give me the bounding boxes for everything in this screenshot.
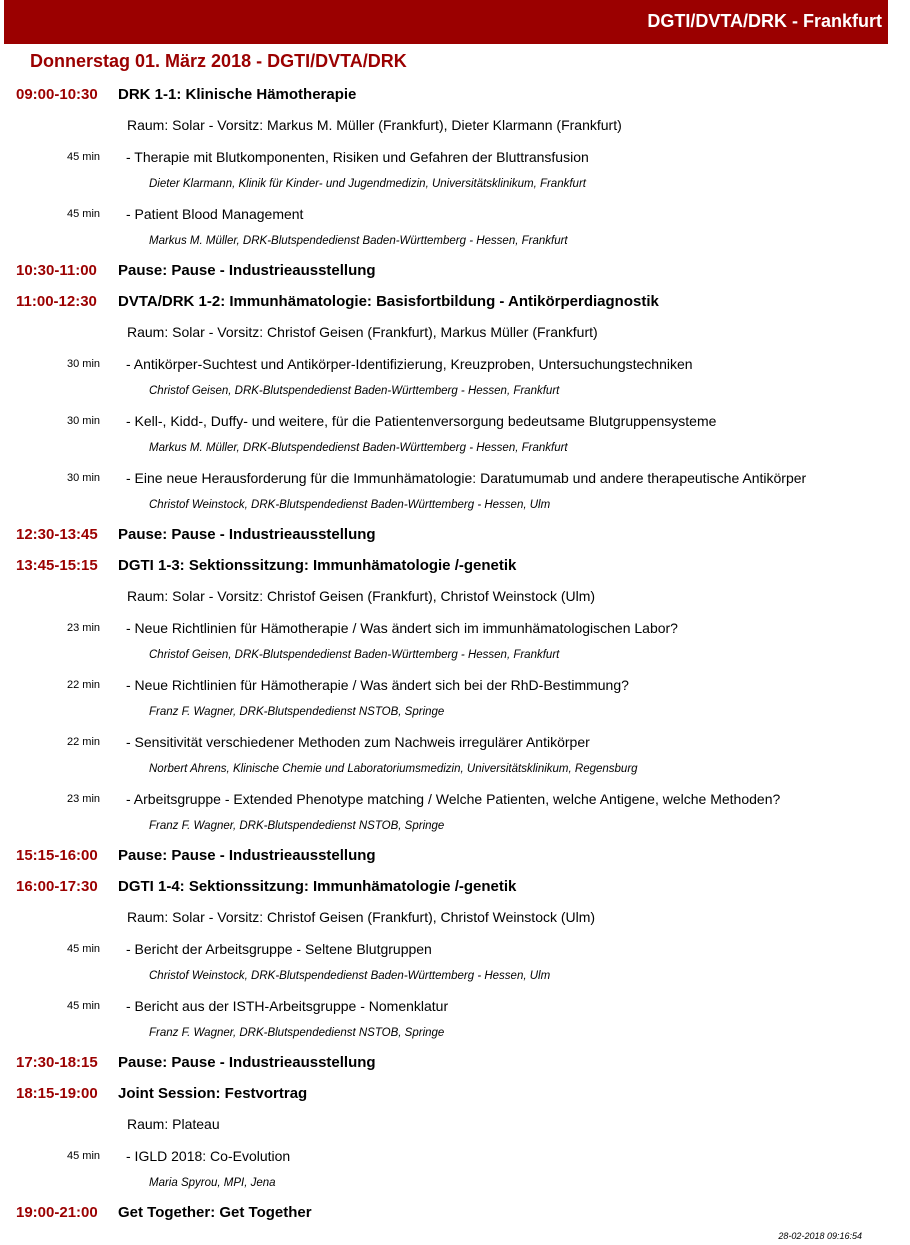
session-time: 19:00-21:00	[16, 1204, 98, 1221]
session-row	[0, 845, 910, 876]
talk-row	[0, 203, 910, 232]
session-row	[0, 555, 910, 586]
session-row	[0, 260, 910, 291]
speaker-row	[0, 817, 910, 845]
talk-duration: 23 min	[67, 622, 101, 634]
talk-duration: 45 min	[67, 943, 101, 955]
talk-speaker: Christof Geisen, DRK-Blutspendedienst Baden-Württemberg - Hessen, Frankfurt	[149, 385, 560, 397]
session-room: Raum: Solar - Vorsitz: Christof Geisen (Frankfurt), Christof Weinstock (Ulm)	[127, 909, 596, 925]
session-row	[0, 84, 910, 115]
talk-duration: 45 min	[67, 1000, 101, 1012]
session-room-row	[0, 322, 910, 353]
talk-title: - Antikörper-Suchtest und Antikörper-Identifizierung, Kreuzproben, Untersuchungstechniken	[126, 356, 693, 372]
speaker-row	[0, 496, 910, 524]
print-timestamp: 28-02-2018 09:16:54	[778, 1231, 862, 1241]
talk-title: - Patient Blood Management	[126, 206, 304, 222]
session-time: 13:45-15:15	[16, 557, 98, 574]
session-room: Raum: Plateau	[127, 1116, 220, 1132]
speaker-row	[0, 760, 910, 788]
talk-row	[0, 788, 910, 817]
session-title: DVTA/DRK 1-2: Immunhämatologie: Basisfortbildung - Antikörperdiagnostik	[118, 293, 659, 310]
speaker-row	[0, 1174, 910, 1202]
talk-speaker: Christof Weinstock, DRK-Blutspendedienst Baden-Württemberg - Hessen, Ulm	[149, 499, 551, 511]
talk-row	[0, 938, 910, 967]
session-room-row	[0, 586, 910, 617]
session-time: 15:15-16:00	[16, 847, 98, 864]
session-title: Pause: Pause - Industrieausstellung	[118, 262, 376, 279]
talk-row	[0, 146, 910, 175]
session-time: 17:30-18:15	[16, 1054, 98, 1071]
talk-speaker: Franz F. Wagner, DRK-Blutspendedienst NSTOB, Springe	[149, 706, 445, 718]
speaker-row	[0, 967, 910, 995]
talk-title: - Neue Richtlinien für Hämotherapie / Was ändert sich im immunhämatologischen Labor?	[126, 620, 678, 636]
talk-speaker: Markus M. Müller, DRK-Blutspendedienst Baden-Württemberg - Hessen, Frankfurt	[149, 235, 568, 247]
session-room-row	[0, 115, 910, 146]
session-time: 12:30-13:45	[16, 526, 98, 543]
speaker-row	[0, 232, 910, 260]
session-room-row	[0, 1114, 910, 1145]
header-bar	[4, 0, 888, 44]
talk-row	[0, 995, 910, 1024]
day-heading: Donnerstag 01. März 2018 - DGTI/DVTA/DRK	[30, 51, 407, 71]
talk-duration: 22 min	[67, 736, 101, 748]
session-row	[0, 524, 910, 555]
talk-row	[0, 617, 910, 646]
session-row	[0, 1083, 910, 1114]
talk-row	[0, 1145, 910, 1174]
session-row	[0, 876, 910, 907]
speaker-row	[0, 439, 910, 467]
talk-duration: 30 min	[67, 472, 101, 484]
talk-speaker: Franz F. Wagner, DRK-Blutspendedienst NSTOB, Springe	[149, 1027, 445, 1039]
session-row	[0, 291, 910, 322]
agenda-list	[0, 84, 910, 1233]
session-title: Pause: Pause - Industrieausstellung	[118, 1054, 376, 1071]
speaker-row	[0, 1024, 910, 1052]
session-room: Raum: Solar - Vorsitz: Markus M. Müller (Frankfurt), Dieter Klarmann (Frankfurt)	[127, 117, 622, 133]
talk-duration: 23 min	[67, 793, 101, 805]
speaker-row	[0, 703, 910, 731]
session-title: Pause: Pause - Industrieausstellung	[118, 526, 376, 543]
talk-title: - Kell-, Kidd-, Duffy- und weitere, für die Patientenversorgung bedeutsame Blutgruppensysteme	[126, 413, 717, 429]
talk-speaker: Maria Spyrou, MPI, Jena	[149, 1177, 276, 1189]
talk-title: - Arbeitsgruppe - Extended Phenotype matching / Welche Patienten, welche Antigene, welche Methoden?	[126, 791, 781, 807]
session-room: Raum: Solar - Vorsitz: Christof Geisen (Frankfurt), Markus Müller (Frankfurt)	[127, 324, 598, 340]
talk-speaker: Franz F. Wagner, DRK-Blutspendedienst NSTOB, Springe	[149, 820, 445, 832]
talk-speaker: Markus M. Müller, DRK-Blutspendedienst Baden-Württemberg - Hessen, Frankfurt	[149, 442, 568, 454]
talk-duration: 45 min	[67, 1150, 101, 1162]
speaker-row	[0, 382, 910, 410]
talk-speaker: Dieter Klarmann, Klinik für Kinder- und Jugendmedizin, Universitätsklinikum, Frankfurt	[149, 178, 586, 190]
session-time: 09:00-10:30	[16, 86, 98, 103]
talk-row	[0, 467, 910, 496]
session-time: 18:15-19:00	[16, 1085, 98, 1102]
speaker-row	[0, 175, 910, 203]
session-time: 16:00-17:30	[16, 878, 98, 895]
session-title: Joint Session: Festvortrag	[118, 1085, 308, 1102]
session-time: 10:30-11:00	[16, 262, 97, 279]
talk-title: - IGLD 2018: Co-Evolution	[126, 1148, 291, 1164]
talk-duration: 45 min	[67, 208, 101, 220]
talk-title: - Eine neue Herausforderung für die Immunhämatologie: Daratumumab und andere therapeutische Antikörper	[126, 470, 807, 486]
talk-title: - Bericht aus der ISTH-Arbeitsgruppe - Nomenklatur	[126, 998, 449, 1014]
speaker-row	[0, 646, 910, 674]
session-title: Get Together: Get Together	[118, 1204, 312, 1221]
talk-duration: 30 min	[67, 415, 101, 427]
talk-row	[0, 674, 910, 703]
talk-speaker: Christof Geisen, DRK-Blutspendedienst Baden-Württemberg - Hessen, Frankfurt	[149, 649, 560, 661]
talk-duration: 45 min	[67, 151, 101, 163]
talk-row	[0, 353, 910, 382]
session-row	[0, 1202, 910, 1233]
session-row	[0, 1052, 910, 1083]
talk-row	[0, 410, 910, 439]
talk-duration: 30 min	[67, 358, 101, 370]
session-room-row	[0, 907, 910, 938]
session-title: DRK 1-1: Klinische Hämotherapie	[118, 86, 357, 103]
session-room: Raum: Solar - Vorsitz: Christof Geisen (Frankfurt), Christof Weinstock (Ulm)	[127, 588, 596, 604]
session-time: 11:00-12:30	[16, 293, 97, 310]
session-title: DGTI 1-4: Sektionssitzung: Immunhämatologie /-genetik	[118, 878, 517, 895]
session-title: DGTI 1-3: Sektionssitzung: Immunhämatologie /-genetik	[118, 557, 517, 574]
talk-title: - Therapie mit Blutkomponenten, Risiken und Gefahren der Bluttransfusion	[126, 149, 589, 165]
talk-speaker: Norbert Ahrens, Klinische Chemie und Laboratoriumsmedizin, Universitätsklinikum, Regensburg	[149, 763, 638, 775]
talk-speaker: Christof Weinstock, DRK-Blutspendedienst Baden-Württemberg - Hessen, Ulm	[149, 970, 551, 982]
talk-row	[0, 731, 910, 760]
talk-duration: 22 min	[67, 679, 101, 691]
talk-title: - Bericht der Arbeitsgruppe - Seltene Blutgruppen	[126, 941, 432, 957]
session-title: Pause: Pause - Industrieausstellung	[118, 847, 376, 864]
talk-title: - Sensitivität verschiedener Methoden zum Nachweis irregulärer Antikörper	[126, 734, 590, 750]
talk-title: - Neue Richtlinien für Hämotherapie / Was ändert sich bei der RhD-Bestimmung?	[126, 677, 629, 693]
header-title: DGTI/DVTA/DRK - Frankfurt	[647, 11, 882, 31]
